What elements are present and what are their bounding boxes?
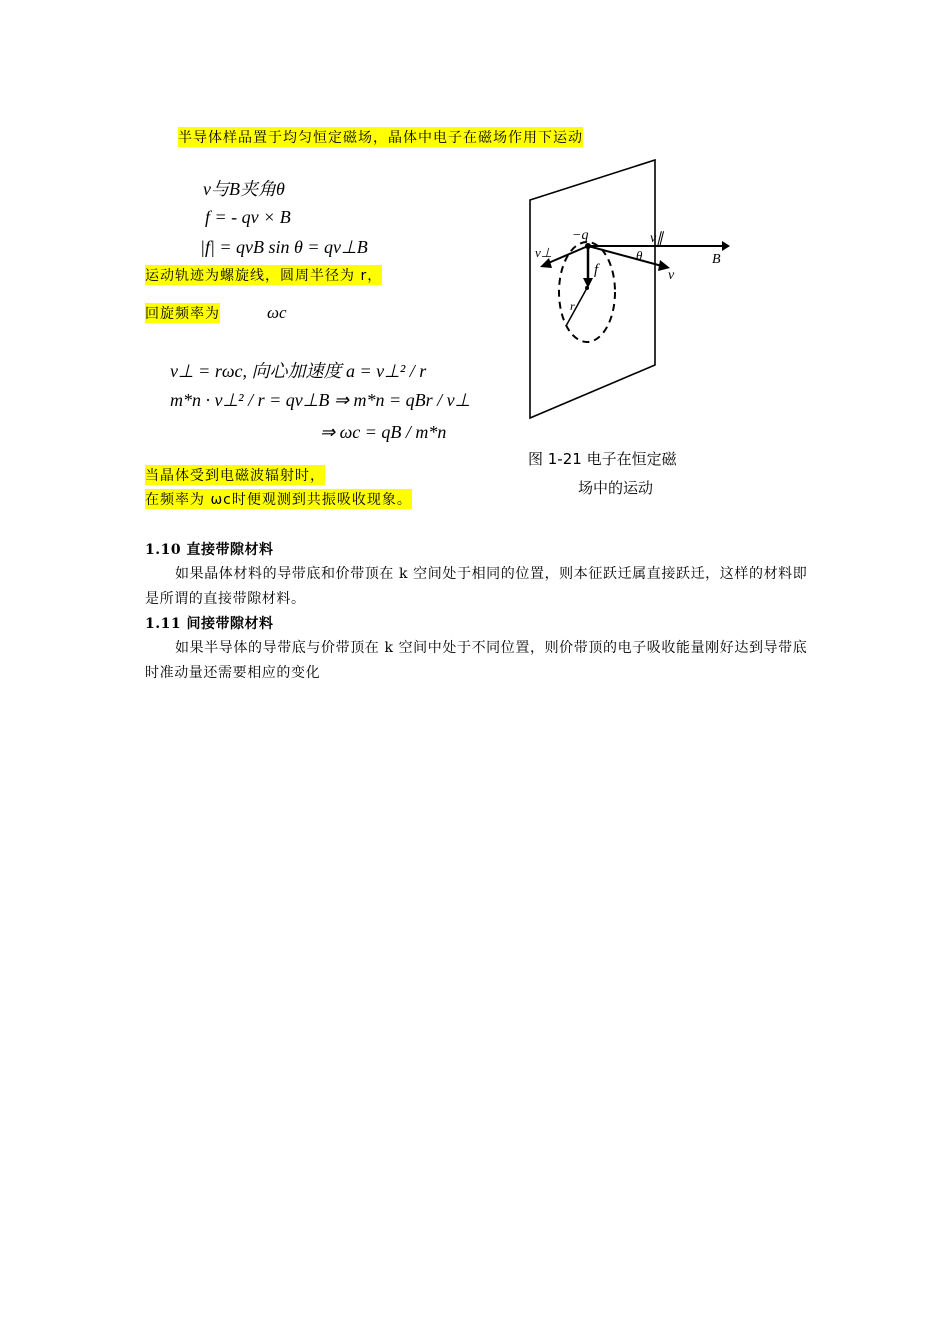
formula-force: f = - qv × B bbox=[205, 207, 291, 227]
resonance-line-2: 在频率为 ωc时便观测到共振吸收现象。 bbox=[145, 489, 412, 509]
field-label: B bbox=[712, 252, 721, 267]
velocity-label: v bbox=[668, 268, 675, 283]
formula-angle: v与B夹角θ bbox=[203, 179, 285, 199]
intro-line: 半导体样品置于均匀恒定磁场，晶体中电子在磁场作用下运动 bbox=[178, 127, 583, 147]
formula-effective-mass: m*n · v⊥² / r = qv⊥B ⇒ m*n = qBr / v⊥ bbox=[170, 390, 471, 410]
plane-outline bbox=[530, 160, 655, 418]
formula-centripetal: v⊥ = rωc, 向心加速度 a = v⊥² / r bbox=[170, 361, 427, 381]
resonance-line-1: 当晶体受到电磁波辐射时， bbox=[145, 465, 325, 485]
section-111-heading: 1.11 间接带隙材料 bbox=[145, 616, 274, 632]
motion-line: 运动轨迹为螺旋线，圆周半径为 r， bbox=[145, 265, 382, 285]
v-parallel-label: v∥ bbox=[650, 231, 664, 246]
velocity-arrow bbox=[588, 246, 662, 266]
formula-omega-c: ⇒ ωc = qB / m*n bbox=[320, 422, 447, 442]
figure-caption-line-2: 场中的运动 bbox=[578, 479, 654, 497]
v-perp-arrow bbox=[546, 246, 588, 264]
section-110-text: 如果晶体材料的导带底和价带顶在 k 空间处于相同的位置，则本征跃迁属直接跃迁，这样的材料即是所谓的直接带隙材料。 bbox=[145, 566, 808, 607]
electron-motion-figure bbox=[500, 150, 760, 440]
freq-line: 回旋频率为 bbox=[145, 303, 220, 323]
orbit-center bbox=[585, 286, 589, 290]
force-label: f bbox=[594, 262, 599, 278]
formula-force-magnitude: |f| = qvB sin θ = qv⊥B bbox=[200, 237, 368, 257]
radius-label: r bbox=[570, 299, 575, 313]
theta-label: θ bbox=[636, 248, 643, 263]
v-perp-label: v⊥ bbox=[535, 245, 553, 260]
charge-point bbox=[585, 243, 591, 249]
charge-label: −q bbox=[572, 228, 589, 243]
figure-caption-line-1: 图 1-21 电子在恒定磁 bbox=[528, 450, 677, 468]
section-110-heading: 1.10 直接带隙材料 bbox=[145, 542, 274, 558]
omega-c-symbol: ωc bbox=[267, 303, 287, 322]
field-arrowhead bbox=[722, 241, 730, 251]
section-111-text: 如果半导体的导带底与价带顶在 k 空间中处于不同位置，则价带顶的电子吸收能量刚好达到导带底时准动量还需要相应的变化 bbox=[145, 640, 808, 681]
